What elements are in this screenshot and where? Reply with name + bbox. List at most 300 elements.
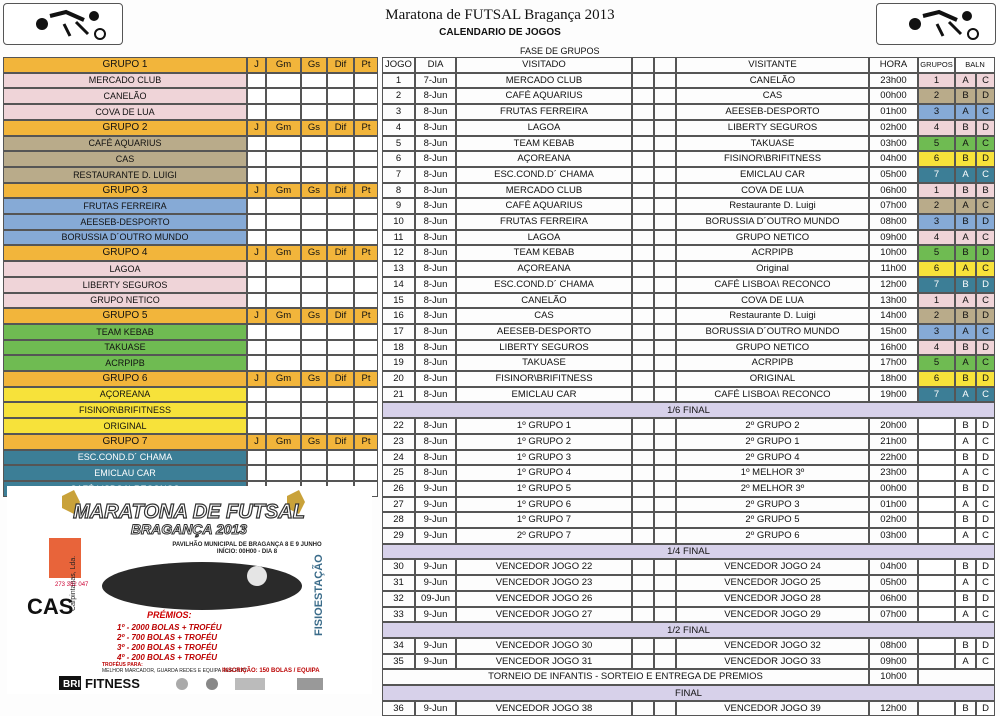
away-team: ACRPIPB xyxy=(676,355,869,371)
stat-cell xyxy=(247,293,266,308)
stat-header-gs: Gs xyxy=(301,371,327,387)
stat-cell xyxy=(247,136,266,151)
team-name: LAGOA xyxy=(3,261,247,277)
away-team: 2º GRUPO 3 xyxy=(676,497,869,512)
score-cell xyxy=(632,245,654,261)
game-day: 8-Jun xyxy=(415,418,456,434)
score-cell xyxy=(654,293,676,308)
away-team: EMICLAU CAR xyxy=(676,167,869,183)
game-day: 8-Jun xyxy=(415,198,456,214)
score-cell xyxy=(654,528,676,544)
team-name: MERCADO CLUB xyxy=(3,73,247,88)
stat-header-pt: Pt xyxy=(354,120,378,136)
stat-cell xyxy=(247,355,266,371)
home-team: LIBERTY SEGUROS xyxy=(456,340,632,355)
game-group: 1 xyxy=(918,293,955,308)
ball-2: D xyxy=(976,277,995,293)
game-day: 8-Jun xyxy=(415,230,456,245)
stat-header-gs: Gs xyxy=(301,120,327,136)
stat-header-gs: Gs xyxy=(301,308,327,324)
ball-2: D xyxy=(976,88,995,104)
stat-cell xyxy=(301,418,327,434)
game-group: 7 xyxy=(918,277,955,293)
ball-1: B xyxy=(955,245,976,261)
stat-cell xyxy=(266,418,301,434)
header-cell: DIA xyxy=(415,57,456,73)
stat-cell xyxy=(327,418,354,434)
stat-cell xyxy=(266,136,301,151)
game-time: 06h00 xyxy=(869,591,918,607)
team-name: TAKUASE xyxy=(3,340,247,355)
game-day: 8-Jun xyxy=(415,308,456,324)
stat-cell xyxy=(247,402,266,418)
home-team: VENCEDOR JOGO 22 xyxy=(456,559,632,575)
stat-header-dif: Dif xyxy=(327,57,354,73)
torneio-empty xyxy=(918,669,995,685)
ball-1: B xyxy=(955,277,976,293)
stat-cell xyxy=(247,214,266,230)
stat-cell xyxy=(301,214,327,230)
game-day: 8-Jun xyxy=(415,214,456,230)
game-group: 6 xyxy=(918,151,955,167)
team-name: COVA DE LUA xyxy=(3,104,247,120)
stat-cell xyxy=(266,355,301,371)
ball-2: D xyxy=(976,245,995,261)
stat-cell xyxy=(301,136,327,151)
score-cell xyxy=(654,104,676,120)
cas-phone: 273 382 047 xyxy=(55,582,89,588)
stat-cell xyxy=(301,465,327,481)
stat-cell xyxy=(247,167,266,183)
score-cell xyxy=(654,418,676,434)
ball-1: A xyxy=(955,167,976,183)
away-team: 2º MELHOR 3º xyxy=(676,481,869,497)
score-cell xyxy=(632,261,654,277)
away-team: 2º GRUPO 1 xyxy=(676,434,869,450)
game-time: 05h00 xyxy=(869,575,918,591)
game-time: 03h00 xyxy=(869,136,918,151)
game-day: 8-Jun xyxy=(415,120,456,136)
header-cell: GRUPOS xyxy=(918,57,955,73)
score-cell xyxy=(654,245,676,261)
away-team: COVA DE LUA xyxy=(676,293,869,308)
away-team: CAFÉ LISBOA\ RECONCO xyxy=(676,277,869,293)
stat-cell xyxy=(327,73,354,88)
home-team: MERCADO CLUB xyxy=(456,183,632,198)
stat-cell xyxy=(247,324,266,340)
away-team: VENCEDOR JOGO 28 xyxy=(676,591,869,607)
ball-2: C xyxy=(976,355,995,371)
stat-header-gs: Gs xyxy=(301,183,327,198)
score-cell xyxy=(654,120,676,136)
away-team: CAFÉ LISBOA\ RECONCO xyxy=(676,387,869,402)
game-group: 6 xyxy=(918,371,955,387)
score-cell xyxy=(632,277,654,293)
group-header: GRUPO 5 xyxy=(3,308,247,324)
score-cell xyxy=(654,88,676,104)
stat-cell xyxy=(354,230,378,245)
ball-1: A xyxy=(955,575,976,591)
group-header: GRUPO 1 xyxy=(3,57,247,73)
team-name: ESC.COND.D´ CHAMA xyxy=(3,450,247,465)
ball-1: A xyxy=(955,293,976,308)
stat-cell xyxy=(354,418,378,434)
team-name: BORUSSIA D´OUTRO MUNDO xyxy=(3,230,247,245)
stat-header-gm: Gm xyxy=(266,371,301,387)
home-team: 2º GRUPO 7 xyxy=(456,528,632,544)
stat-cell xyxy=(354,104,378,120)
score-cell xyxy=(632,340,654,355)
game-group: 1 xyxy=(918,73,955,88)
game-group xyxy=(918,654,955,669)
stat-cell xyxy=(301,277,327,293)
game-group: 6 xyxy=(918,261,955,277)
premio-4: 4º - 200 BOLAS + TROFÉU xyxy=(117,653,218,662)
game-time: 04h00 xyxy=(869,559,918,575)
game-time: 06h00 xyxy=(869,183,918,198)
game-day: 9-Jun xyxy=(415,575,456,591)
cas-logo: CAS xyxy=(27,594,74,619)
ball-2: D xyxy=(976,418,995,434)
game-number: 33 xyxy=(382,607,415,622)
game-day: 9-Jun xyxy=(415,497,456,512)
ball-2: C xyxy=(976,136,995,151)
player-photo xyxy=(102,562,302,610)
away-team: LIBERTY SEGUROS xyxy=(676,120,869,136)
team-name: LIBERTY SEGUROS xyxy=(3,277,247,293)
team-name: CANELÃO xyxy=(3,88,247,104)
home-team: LAGOA xyxy=(456,230,632,245)
stat-cell xyxy=(327,277,354,293)
game-number: 11 xyxy=(382,230,415,245)
game-group: 2 xyxy=(918,308,955,324)
score-cell xyxy=(654,277,676,293)
premio-2: 2º - 700 BOLAS + TROFÉU xyxy=(117,633,218,642)
ball-1: A xyxy=(955,434,976,450)
team-name: GRUPO NETICO xyxy=(3,293,247,308)
stat-header-dif: Dif xyxy=(327,120,354,136)
team-name: FRUTAS FERREIRA xyxy=(3,198,247,214)
score-cell xyxy=(654,73,676,88)
ball-2: D xyxy=(976,340,995,355)
game-group: 4 xyxy=(918,230,955,245)
home-team: AÇOREANA xyxy=(456,151,632,167)
stat-header-dif: Dif xyxy=(327,371,354,387)
stat-cell xyxy=(266,88,301,104)
ball-1: B xyxy=(955,151,976,167)
stat-cell xyxy=(266,198,301,214)
score-cell xyxy=(654,371,676,387)
ball-2: C xyxy=(976,434,995,450)
team-name: ORIGINAL xyxy=(3,418,247,434)
score-cell xyxy=(632,183,654,198)
score-cell xyxy=(632,308,654,324)
game-number: 10 xyxy=(382,214,415,230)
ball-2: C xyxy=(976,167,995,183)
stat-cell xyxy=(327,465,354,481)
home-team: FRUTAS FERREIRA xyxy=(456,104,632,120)
home-team: VENCEDOR JOGO 27 xyxy=(456,607,632,622)
stat-cell xyxy=(266,104,301,120)
game-number: 3 xyxy=(382,104,415,120)
game-time: 05h00 xyxy=(869,167,918,183)
stage-banner: 1/6 FINAL xyxy=(382,402,995,418)
score-cell xyxy=(632,465,654,481)
ball-1: B xyxy=(955,638,976,654)
game-number: 18 xyxy=(382,340,415,355)
ball-1: A xyxy=(955,607,976,622)
game-group: 2 xyxy=(918,88,955,104)
stat-cell xyxy=(266,324,301,340)
stat-cell xyxy=(354,198,378,214)
stat-cell xyxy=(301,167,327,183)
sponsor-logo-icon xyxy=(297,678,323,690)
home-team: CANELÃO xyxy=(456,293,632,308)
game-day: 8-Jun xyxy=(415,465,456,481)
ball-2: D xyxy=(976,308,995,324)
game-day: 8-Jun xyxy=(415,167,456,183)
ball-1: B xyxy=(955,371,976,387)
poster-title: MARATONA DE FUTSAL xyxy=(73,501,305,523)
ball-2: D xyxy=(976,120,995,136)
stat-header-gm: Gm xyxy=(266,245,301,261)
sponsor-logo-icon xyxy=(206,678,218,690)
game-time: 00h00 xyxy=(869,481,918,497)
game-day: 8-Jun xyxy=(415,324,456,340)
game-time: 09h00 xyxy=(869,230,918,245)
game-day: 9-Jun xyxy=(415,481,456,497)
game-group xyxy=(918,450,955,465)
stat-cell xyxy=(327,167,354,183)
ball-2: D xyxy=(976,701,995,716)
game-group xyxy=(918,575,955,591)
score-cell xyxy=(654,167,676,183)
score-cell xyxy=(632,481,654,497)
score-cell xyxy=(632,73,654,88)
score-cell xyxy=(632,559,654,575)
stat-cell xyxy=(354,261,378,277)
game-number: 5 xyxy=(382,136,415,151)
game-group: 4 xyxy=(918,120,955,136)
score-cell xyxy=(632,104,654,120)
score-cell xyxy=(654,450,676,465)
score-cell xyxy=(632,512,654,528)
inscricao-label: INSCRIÇÃO: 150 BOLAS / EQUIPA xyxy=(222,668,320,674)
game-number: 35 xyxy=(382,654,415,669)
stat-cell xyxy=(354,167,378,183)
stat-cell xyxy=(247,387,266,402)
torneio-banner: TORNEIO DE INFANTIS - SORTEIO E ENTREGA DE PREMIOS xyxy=(382,669,869,685)
stat-header-gs: Gs xyxy=(301,57,327,73)
game-group: 7 xyxy=(918,167,955,183)
away-team: FISINOR\BRIFITNESS xyxy=(676,151,869,167)
stat-cell xyxy=(266,277,301,293)
game-time: 15h00 xyxy=(869,324,918,340)
ball-2: D xyxy=(976,214,995,230)
stat-cell xyxy=(301,402,327,418)
away-team: CAS xyxy=(676,88,869,104)
stat-header-j: J xyxy=(247,371,266,387)
ball-1: B xyxy=(955,214,976,230)
home-team: 1º GRUPO 5 xyxy=(456,481,632,497)
home-team: 1º GRUPO 7 xyxy=(456,512,632,528)
game-group xyxy=(918,465,955,481)
game-number: 9 xyxy=(382,198,415,214)
trofeus-label: TROFÉUS PARA: xyxy=(102,662,143,668)
game-number: 26 xyxy=(382,481,415,497)
game-number: 30 xyxy=(382,559,415,575)
score-cell xyxy=(654,136,676,151)
game-time: 20h00 xyxy=(869,418,918,434)
header-cell: BALN xyxy=(955,57,995,73)
ball-1: B xyxy=(955,481,976,497)
stat-header-j: J xyxy=(247,308,266,324)
game-group: 4 xyxy=(918,340,955,355)
game-number: 1 xyxy=(382,73,415,88)
stat-cell xyxy=(354,277,378,293)
game-day: 9-Jun xyxy=(415,512,456,528)
game-time: 09h00 xyxy=(869,654,918,669)
stat-cell xyxy=(247,104,266,120)
ball-2: C xyxy=(976,465,995,481)
away-team: ACRPIPB xyxy=(676,245,869,261)
stat-cell xyxy=(247,230,266,245)
away-team: BORUSSIA D´OUTRO MUNDO xyxy=(676,324,869,340)
score-cell xyxy=(632,434,654,450)
stat-cell xyxy=(247,198,266,214)
stat-cell xyxy=(354,151,378,167)
game-group: 3 xyxy=(918,104,955,120)
stat-header-j: J xyxy=(247,434,266,450)
score-cell xyxy=(654,497,676,512)
group-header: GRUPO 6 xyxy=(3,371,247,387)
ball-1: A xyxy=(955,355,976,371)
game-group: 1 xyxy=(918,183,955,198)
score-cell xyxy=(632,575,654,591)
stat-cell xyxy=(266,151,301,167)
stat-cell xyxy=(247,73,266,88)
game-time: 19h00 xyxy=(869,387,918,402)
game-time: 12h00 xyxy=(869,277,918,293)
ball-1: A xyxy=(955,654,976,669)
away-team: 2º GRUPO 6 xyxy=(676,528,869,544)
player-icon xyxy=(4,4,122,44)
game-time: 08h00 xyxy=(869,214,918,230)
score-cell xyxy=(632,497,654,512)
game-day: 7-Jun xyxy=(415,73,456,88)
score-cell xyxy=(632,450,654,465)
group-header: GRUPO 4 xyxy=(3,245,247,261)
score-cell xyxy=(632,198,654,214)
score-cell xyxy=(632,591,654,607)
score-cell xyxy=(654,575,676,591)
game-day: 8-Jun xyxy=(415,340,456,355)
game-number: 17 xyxy=(382,324,415,340)
stat-cell xyxy=(301,387,327,402)
score-cell xyxy=(632,638,654,654)
score-cell xyxy=(654,465,676,481)
score-cell xyxy=(632,701,654,716)
score-cell xyxy=(632,230,654,245)
game-day: 9-Jun xyxy=(415,701,456,716)
team-name: AEESEB-DESPORTO xyxy=(3,214,247,230)
futsal-logo-right xyxy=(876,3,996,45)
stat-cell xyxy=(327,450,354,465)
team-name: EMICLAU CAR xyxy=(3,465,247,481)
stat-header-j: J xyxy=(247,183,266,198)
away-team: VENCEDOR JOGO 32 xyxy=(676,638,869,654)
ball-1: B xyxy=(955,591,976,607)
stat-header-gm: Gm xyxy=(266,183,301,198)
stat-cell xyxy=(354,450,378,465)
game-day: 9-Jun xyxy=(415,559,456,575)
game-group: 7 xyxy=(918,387,955,402)
stat-header-dif: Dif xyxy=(327,308,354,324)
stat-header-gm: Gm xyxy=(266,434,301,450)
game-group xyxy=(918,638,955,654)
game-number: 19 xyxy=(382,355,415,371)
game-number: 25 xyxy=(382,465,415,481)
game-day: 8-Jun xyxy=(415,450,456,465)
score-cell xyxy=(632,528,654,544)
stage-banner: FINAL xyxy=(382,685,995,701)
game-number: 29 xyxy=(382,528,415,544)
game-number: 2 xyxy=(382,88,415,104)
score-cell xyxy=(632,136,654,151)
home-team: 1º GRUPO 1 xyxy=(456,418,632,434)
stat-cell xyxy=(327,230,354,245)
game-time: 03h00 xyxy=(869,528,918,544)
ball-1: B xyxy=(955,559,976,575)
score-cell xyxy=(654,230,676,245)
team-name: AÇOREANA xyxy=(3,387,247,402)
stat-cell xyxy=(247,151,266,167)
game-number: 23 xyxy=(382,434,415,450)
page-subtitle: CALENDARIO DE JOGOS xyxy=(439,27,561,38)
home-team: 1º GRUPO 3 xyxy=(456,450,632,465)
ball-2: D xyxy=(976,591,995,607)
stat-cell xyxy=(327,355,354,371)
ball-1: B xyxy=(955,450,976,465)
group-header: GRUPO 2 xyxy=(3,120,247,136)
home-team: MERCADO CLUB xyxy=(456,73,632,88)
score-cell xyxy=(632,654,654,669)
stage-banner: 1/2 FINAL xyxy=(382,622,995,638)
fase-grupos-label: FASE DE GRUPOS xyxy=(520,46,600,56)
away-team: VENCEDOR JOGO 24 xyxy=(676,559,869,575)
stat-cell xyxy=(301,198,327,214)
game-group xyxy=(918,607,955,622)
ball-1: A xyxy=(955,387,976,402)
game-number: 28 xyxy=(382,512,415,528)
ball-1: A xyxy=(955,497,976,512)
stat-cell xyxy=(354,136,378,151)
team-name: CAS xyxy=(3,151,247,167)
game-day: 8-Jun xyxy=(415,387,456,402)
game-number: 36 xyxy=(382,701,415,716)
ball-2: C xyxy=(976,387,995,402)
header-cell: HORA xyxy=(869,57,918,73)
score-cell xyxy=(632,151,654,167)
away-team: VENCEDOR JOGO 39 xyxy=(676,701,869,716)
ball-2: D xyxy=(976,450,995,465)
score-cell xyxy=(654,308,676,324)
ball-1: A xyxy=(955,136,976,151)
stat-cell xyxy=(301,261,327,277)
premios-title: PRÉMIOS: xyxy=(147,610,192,620)
stat-cell xyxy=(266,450,301,465)
stat-cell xyxy=(247,88,266,104)
